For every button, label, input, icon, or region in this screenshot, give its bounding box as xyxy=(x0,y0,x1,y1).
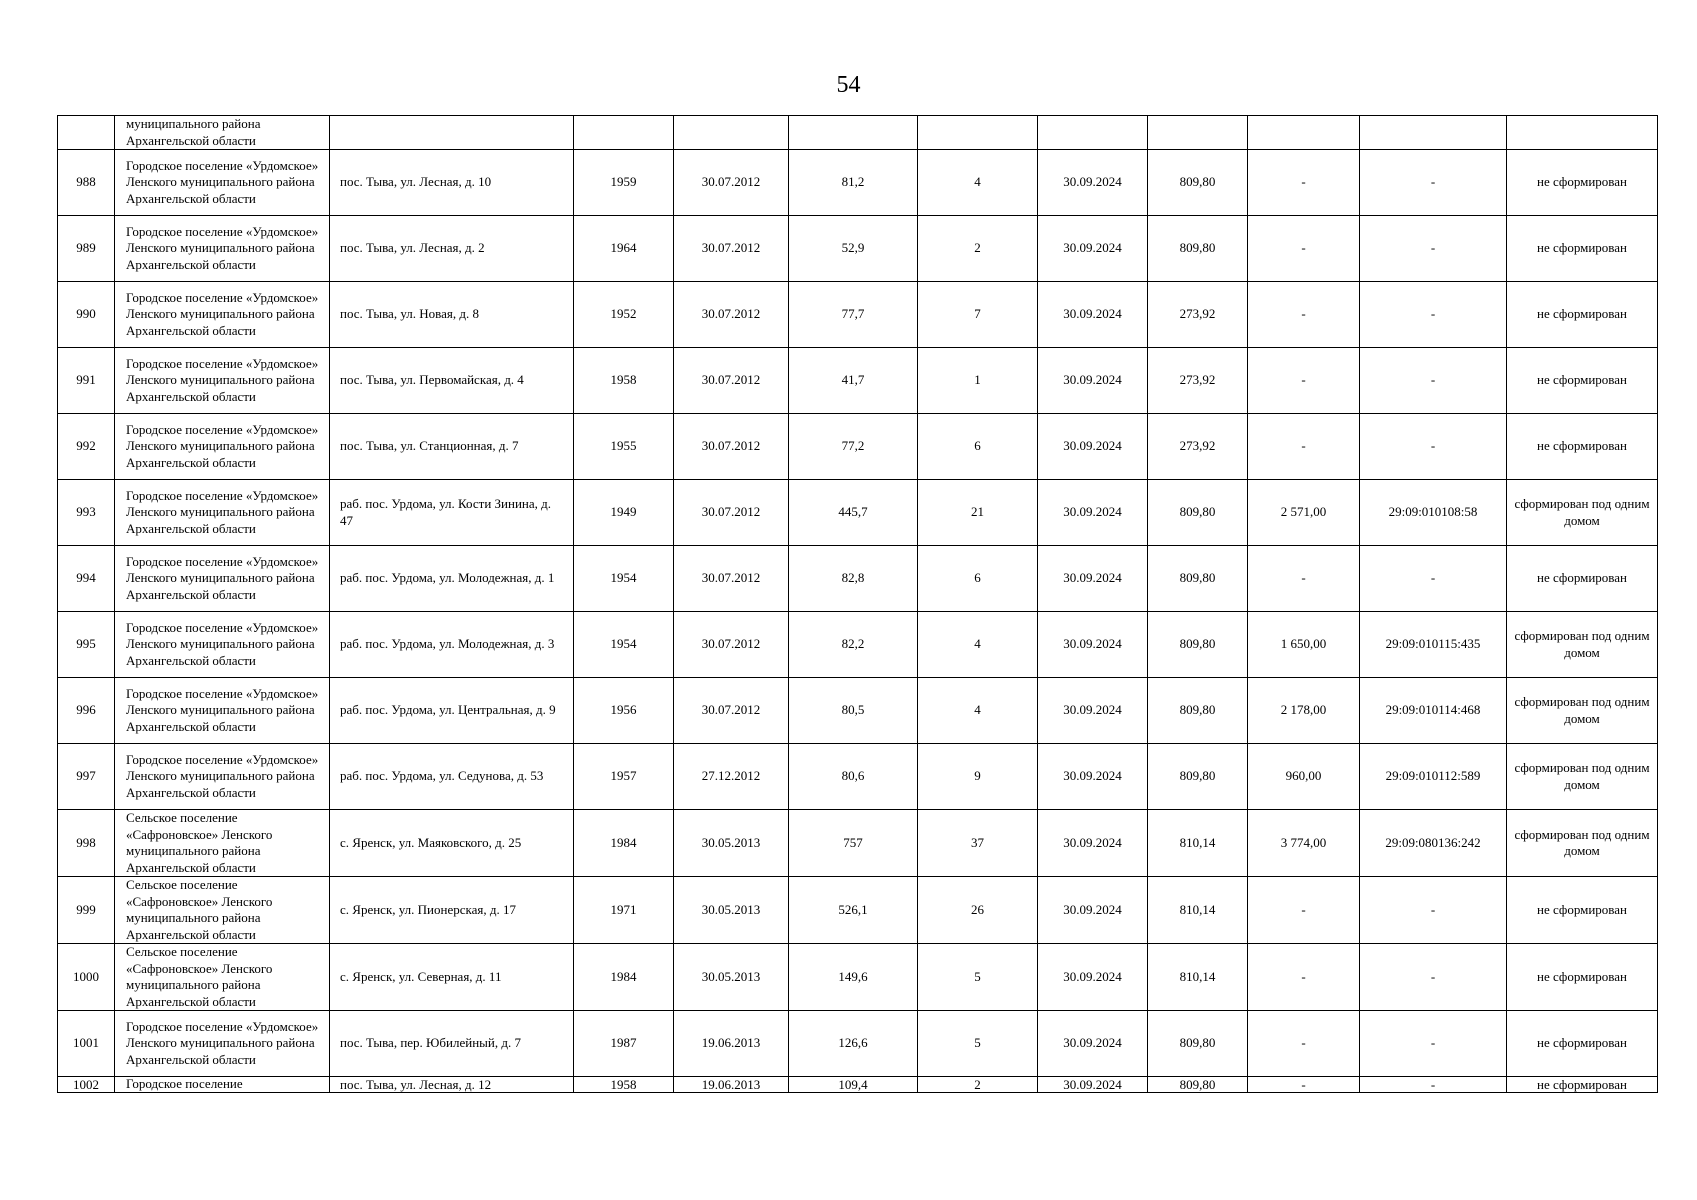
cell-year: 1984 xyxy=(574,944,674,1011)
cell-year: 1987 xyxy=(574,1011,674,1077)
cell-cadastral: - xyxy=(1360,348,1507,414)
table-row xyxy=(58,1011,1658,1077)
cell-num: 999 xyxy=(58,877,115,944)
cell-address: пос. Тыва, ул. Новая, д. 8 xyxy=(330,282,574,348)
cell-deadline: 30.09.2024 xyxy=(1038,546,1148,612)
cell-deadline: 30.09.2024 xyxy=(1038,744,1148,810)
cell-num: 991 xyxy=(58,348,115,414)
cell-land-status: не сформирован xyxy=(1507,282,1658,348)
cell-date-recognized: 27.12.2012 xyxy=(674,744,789,810)
cell-residents: 4 xyxy=(918,612,1038,678)
cell-municipality: Городское поселение «Урдомское» Ленского муниципального района Архангельской области xyxy=(115,612,330,678)
cell-num: 992 xyxy=(58,414,115,480)
cell-year: 1949 xyxy=(574,480,674,546)
cell-date-recognized: 19.06.2013 xyxy=(674,1077,789,1093)
cell-area: 82,2 xyxy=(789,612,918,678)
cell-land-area: - xyxy=(1248,348,1360,414)
cell-year: 1954 xyxy=(574,546,674,612)
cell-year xyxy=(574,116,674,150)
cell-address xyxy=(330,116,574,150)
cell-deadline: 30.09.2024 xyxy=(1038,480,1148,546)
cell-area: 126,6 xyxy=(789,1011,918,1077)
cell-residents: 7 xyxy=(918,282,1038,348)
cell-land-area: - xyxy=(1248,1011,1360,1077)
table-row xyxy=(58,678,1658,744)
cell-year: 1984 xyxy=(574,810,674,877)
table-row-continued xyxy=(58,116,1658,150)
cell-municipality: Городское поселение «Урдомское» Ленского муниципального района Архангельской области xyxy=(115,546,330,612)
cell-area xyxy=(789,116,918,150)
cell-year: 1959 xyxy=(574,150,674,216)
cell-year: 1956 xyxy=(574,678,674,744)
table-row xyxy=(58,480,1658,546)
cell-area: 77,2 xyxy=(789,414,918,480)
cell-num: 996 xyxy=(58,678,115,744)
cell-date-recognized xyxy=(674,116,789,150)
cell-residents: 6 xyxy=(918,546,1038,612)
cell-area: 526,1 xyxy=(789,877,918,944)
cell-cadastral: - xyxy=(1360,944,1507,1011)
cell-municipality: Городское поселение «Урдомское» Ленского муниципального района Архангельской области xyxy=(115,1011,330,1077)
cell-land-area: - xyxy=(1248,877,1360,944)
cell-deadline: 30.09.2024 xyxy=(1038,877,1148,944)
cell-price: 810,14 xyxy=(1148,877,1248,944)
cell-land-area: - xyxy=(1248,944,1360,1011)
cell-year: 1955 xyxy=(574,414,674,480)
cell-date-recognized: 30.07.2012 xyxy=(674,414,789,480)
cell-address: с. Яренск, ул. Маяковского, д. 25 xyxy=(330,810,574,877)
table-row xyxy=(58,877,1658,944)
cell-municipality: муниципального района Архангельской области xyxy=(115,116,330,150)
cell-land-status: не сформирован xyxy=(1507,1077,1658,1093)
cell-date-recognized: 30.07.2012 xyxy=(674,612,789,678)
cell-num: 1001 xyxy=(58,1011,115,1077)
cell-municipality: Городское поселение «Урдомское» Ленского муниципального района Архангельской области xyxy=(115,150,330,216)
cell-address: с. Яренск, ул. Северная, д. 11 xyxy=(330,944,574,1011)
cell-residents: 4 xyxy=(918,678,1038,744)
cell-num: 989 xyxy=(58,216,115,282)
cell-cadastral: - xyxy=(1360,546,1507,612)
cell-date-recognized: 30.05.2013 xyxy=(674,944,789,1011)
cell-land-status: не сформирован xyxy=(1507,414,1658,480)
table-row xyxy=(58,944,1658,1011)
cell-municipality: Городское поселение «Урдомское» Ленского муниципального района Архангельской области xyxy=(115,480,330,546)
cell-deadline: 30.09.2024 xyxy=(1038,150,1148,216)
cell-address: пос. Тыва, ул. Лесная, д. 12 xyxy=(330,1077,574,1093)
cell-area: 757 xyxy=(789,810,918,877)
cell-area: 80,6 xyxy=(789,744,918,810)
cell-area: 82,8 xyxy=(789,546,918,612)
cell-land-area: - xyxy=(1248,546,1360,612)
cell-address: раб. пос. Урдома, ул. Кости Зинина, д. 47 xyxy=(330,480,574,546)
cell-cadastral: 29:09:080136:242 xyxy=(1360,810,1507,877)
cell-cadastral: 29:09:010115:435 xyxy=(1360,612,1507,678)
cell-address: пос. Тыва, ул. Станционная, д. 7 xyxy=(330,414,574,480)
cell-municipality: Городское поселение «Урдомское» Ленского муниципального района Архангельской области xyxy=(115,678,330,744)
cell-municipality: Сельское поселение «Сафроновское» Ленского муниципального района Архангельской области xyxy=(115,944,330,1011)
cell-land-area: - xyxy=(1248,1077,1360,1093)
cell-address: раб. пос. Урдома, ул. Центральная, д. 9 xyxy=(330,678,574,744)
cell-address: пос. Тыва, пер. Юбилейный, д. 7 xyxy=(330,1011,574,1077)
cell-num: 998 xyxy=(58,810,115,877)
cell-land-area: - xyxy=(1248,216,1360,282)
cell-price: 810,14 xyxy=(1148,944,1248,1011)
cell-residents: 26 xyxy=(918,877,1038,944)
cell-price: 809,80 xyxy=(1148,546,1248,612)
cell-year: 1958 xyxy=(574,1077,674,1093)
cell-price xyxy=(1148,116,1248,150)
cell-address: пос. Тыва, ул. Лесная, д. 10 xyxy=(330,150,574,216)
cell-num: 995 xyxy=(58,612,115,678)
cell-deadline: 30.09.2024 xyxy=(1038,414,1148,480)
cell-deadline: 30.09.2024 xyxy=(1038,216,1148,282)
cell-price: 809,80 xyxy=(1148,150,1248,216)
cell-residents: 37 xyxy=(918,810,1038,877)
cell-area: 109,4 xyxy=(789,1077,918,1093)
cell-land-status: не сформирован xyxy=(1507,348,1658,414)
cell-price: 809,80 xyxy=(1148,612,1248,678)
cell-num: 988 xyxy=(58,150,115,216)
cell-residents: 2 xyxy=(918,216,1038,282)
cell-residents: 9 xyxy=(918,744,1038,810)
cell-num: 1002 xyxy=(58,1077,115,1093)
cell-year: 1952 xyxy=(574,282,674,348)
cell-address: пос. Тыва, ул. Лесная, д. 2 xyxy=(330,216,574,282)
cell-municipality: Городское поселение «Урдомское» Ленского муниципального района Архангельской области xyxy=(115,216,330,282)
cell-land-area: - xyxy=(1248,150,1360,216)
cell-land-status: сформирован под одним домом xyxy=(1507,678,1658,744)
cell-deadline: 30.09.2024 xyxy=(1038,678,1148,744)
cell-deadline: 30.09.2024 xyxy=(1038,810,1148,877)
cell-price: 809,80 xyxy=(1148,744,1248,810)
cell-land-status: не сформирован xyxy=(1507,216,1658,282)
cell-land-status: сформирован под одним домом xyxy=(1507,480,1658,546)
cell-date-recognized: 30.07.2012 xyxy=(674,546,789,612)
cell-cadastral: 29:09:010108:58 xyxy=(1360,480,1507,546)
cell-municipality: Городское поселение «Урдомское» Ленского муниципального района Архангельской области xyxy=(115,282,330,348)
cell-residents: 21 xyxy=(918,480,1038,546)
cell-residents: 2 xyxy=(918,1077,1038,1093)
cell-deadline: 30.09.2024 xyxy=(1038,944,1148,1011)
cell-cadastral xyxy=(1360,116,1507,150)
table-row xyxy=(58,612,1658,678)
cell-num xyxy=(58,116,115,150)
cell-land-status: сформирован под одним домом xyxy=(1507,744,1658,810)
cell-land-area: 3 774,00 xyxy=(1248,810,1360,877)
table-row xyxy=(58,348,1658,414)
cell-municipality: Городское поселение xyxy=(115,1077,330,1093)
cell-address: раб. пос. Урдома, ул. Молодежная, д. 3 xyxy=(330,612,574,678)
cell-num: 1000 xyxy=(58,944,115,1011)
cell-date-recognized: 30.07.2012 xyxy=(674,480,789,546)
cell-price: 809,80 xyxy=(1148,678,1248,744)
cell-price: 809,80 xyxy=(1148,1077,1248,1093)
cell-area: 41,7 xyxy=(789,348,918,414)
cell-municipality: Сельское поселение «Сафроновское» Ленского муниципального района Архангельской области xyxy=(115,877,330,944)
cell-year: 1964 xyxy=(574,216,674,282)
cell-land-status: не сформирован xyxy=(1507,944,1658,1011)
table-row-partial xyxy=(58,1077,1658,1093)
cell-cadastral: 29:09:010112:589 xyxy=(1360,744,1507,810)
table-row xyxy=(58,414,1658,480)
cell-land-area: - xyxy=(1248,282,1360,348)
cell-deadline: 30.09.2024 xyxy=(1038,348,1148,414)
cell-residents: 5 xyxy=(918,1011,1038,1077)
cell-area: 77,7 xyxy=(789,282,918,348)
cell-cadastral: - xyxy=(1360,150,1507,216)
cell-residents xyxy=(918,116,1038,150)
cell-year: 1954 xyxy=(574,612,674,678)
table-row xyxy=(58,810,1658,877)
cell-num: 994 xyxy=(58,546,115,612)
cell-price: 809,80 xyxy=(1148,480,1248,546)
cell-address: раб. пос. Урдома, ул. Молодежная, д. 1 xyxy=(330,546,574,612)
cell-date-recognized: 30.07.2012 xyxy=(674,348,789,414)
cell-date-recognized: 30.07.2012 xyxy=(674,282,789,348)
cell-area: 80,5 xyxy=(789,678,918,744)
cell-price: 273,92 xyxy=(1148,282,1248,348)
cell-land-area: 960,00 xyxy=(1248,744,1360,810)
cell-land-area: - xyxy=(1248,414,1360,480)
cell-deadline: 30.09.2024 xyxy=(1038,1077,1148,1093)
cell-land-status: сформирован под одним домом xyxy=(1507,612,1658,678)
cell-land-status: не сформирован xyxy=(1507,1011,1658,1077)
table-row xyxy=(58,150,1658,216)
table-row xyxy=(58,282,1658,348)
cell-municipality: Городское поселение «Урдомское» Ленского муниципального района Архангельской области xyxy=(115,348,330,414)
cell-area: 52,9 xyxy=(789,216,918,282)
cell-deadline: 30.09.2024 xyxy=(1038,282,1148,348)
table-row xyxy=(58,546,1658,612)
cell-year: 1971 xyxy=(574,877,674,944)
cell-land-area: 2 571,00 xyxy=(1248,480,1360,546)
cell-area: 149,6 xyxy=(789,944,918,1011)
cell-land-area: 2 178,00 xyxy=(1248,678,1360,744)
cell-cadastral: - xyxy=(1360,877,1507,944)
cell-price: 810,14 xyxy=(1148,810,1248,877)
cell-address: раб. пос. Урдома, ул. Седунова, д. 53 xyxy=(330,744,574,810)
cell-price: 809,80 xyxy=(1148,216,1248,282)
cell-residents: 4 xyxy=(918,150,1038,216)
cell-land-status xyxy=(1507,116,1658,150)
cell-area: 81,2 xyxy=(789,150,918,216)
housing-registry-table xyxy=(57,115,1658,1093)
cell-num: 997 xyxy=(58,744,115,810)
cell-municipality: Сельское поселение «Сафроновское» Ленского муниципального района Архангельской области xyxy=(115,810,330,877)
cell-cadastral: - xyxy=(1360,216,1507,282)
cell-cadastral: - xyxy=(1360,1077,1507,1093)
cell-year: 1958 xyxy=(574,348,674,414)
page-number: 54 xyxy=(836,72,861,98)
cell-residents: 1 xyxy=(918,348,1038,414)
cell-land-status: не сформирован xyxy=(1507,546,1658,612)
cell-date-recognized: 30.07.2012 xyxy=(674,678,789,744)
cell-date-recognized: 30.05.2013 xyxy=(674,810,789,877)
cell-land-status: сформирован под одним домом xyxy=(1507,810,1658,877)
cell-land-status: не сформирован xyxy=(1507,150,1658,216)
cell-residents: 6 xyxy=(918,414,1038,480)
cell-deadline xyxy=(1038,116,1148,150)
cell-land-area: 1 650,00 xyxy=(1248,612,1360,678)
cell-area: 445,7 xyxy=(789,480,918,546)
cell-date-recognized: 19.06.2013 xyxy=(674,1011,789,1077)
table-row xyxy=(58,216,1658,282)
cell-address: с. Яренск, ул. Пионерская, д. 17 xyxy=(330,877,574,944)
table-row xyxy=(58,744,1658,810)
cell-cadastral: - xyxy=(1360,414,1507,480)
cell-deadline: 30.09.2024 xyxy=(1038,1011,1148,1077)
cell-price: 273,92 xyxy=(1148,414,1248,480)
cell-price: 273,92 xyxy=(1148,348,1248,414)
cell-date-recognized: 30.07.2012 xyxy=(674,150,789,216)
cell-date-recognized: 30.05.2013 xyxy=(674,877,789,944)
cell-cadastral: - xyxy=(1360,282,1507,348)
cell-deadline: 30.09.2024 xyxy=(1038,612,1148,678)
cell-year: 1957 xyxy=(574,744,674,810)
cell-price: 809,80 xyxy=(1148,1011,1248,1077)
cell-address: пос. Тыва, ул. Первомайская, д. 4 xyxy=(330,348,574,414)
cell-municipality: Городское поселение «Урдомское» Ленского муниципального района Архангельской области xyxy=(115,744,330,810)
cell-residents: 5 xyxy=(918,944,1038,1011)
cell-cadastral: - xyxy=(1360,1011,1507,1077)
cell-land-area xyxy=(1248,116,1360,150)
cell-num: 993 xyxy=(58,480,115,546)
cell-municipality: Городское поселение «Урдомское» Ленского муниципального района Архангельской области xyxy=(115,414,330,480)
cell-land-status: не сформирован xyxy=(1507,877,1658,944)
cell-num: 990 xyxy=(58,282,115,348)
cell-cadastral: 29:09:010114:468 xyxy=(1360,678,1507,744)
cell-date-recognized: 30.07.2012 xyxy=(674,216,789,282)
